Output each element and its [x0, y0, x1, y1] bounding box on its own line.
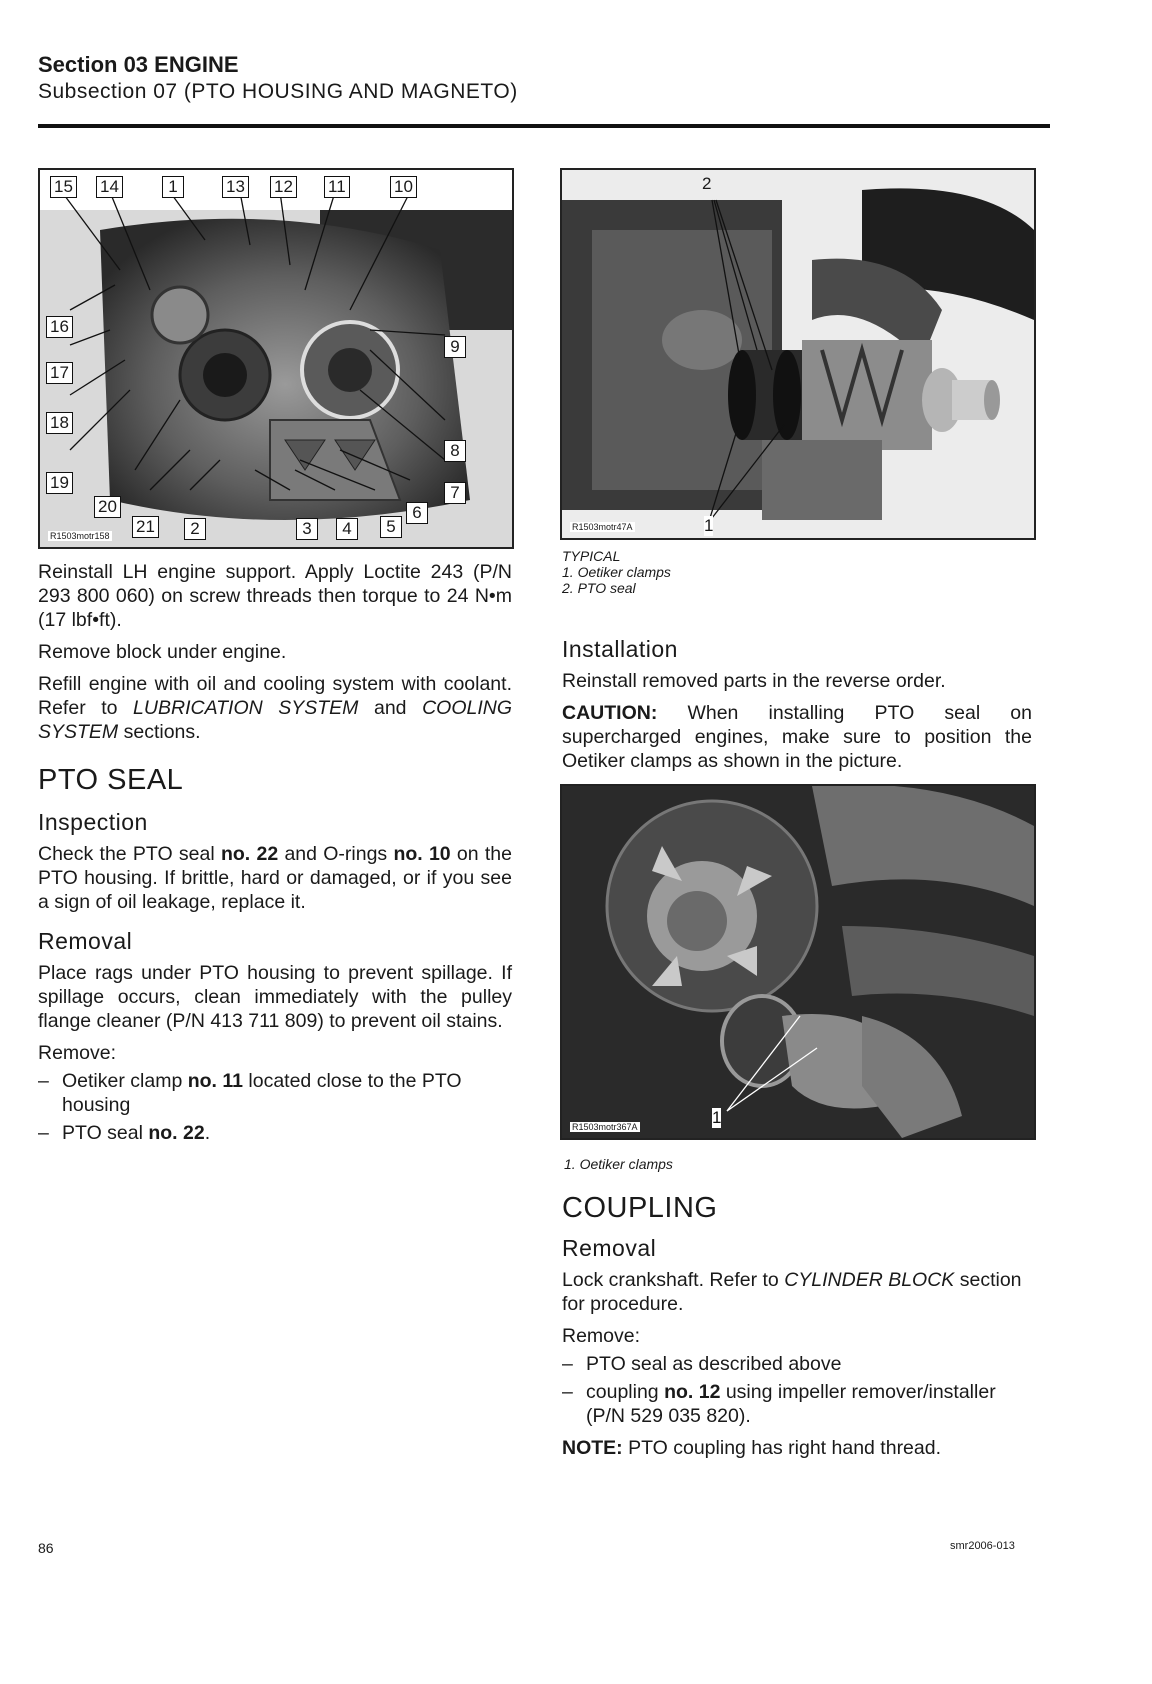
document-id: smr2006-013	[950, 1540, 1015, 1552]
callout-2: 2	[702, 174, 712, 193]
paragraph-lock-crankshaft: Lock crankshaft. Refer to CYLINDER BLOCK section for procedure.	[562, 1269, 1022, 1315]
callout-17: 17	[46, 362, 73, 384]
callout-15: 15	[50, 176, 77, 198]
figure-oetiker-photo	[562, 786, 1034, 1138]
right-column-top	[562, 636, 1032, 773]
paragraph-refill-engine: Refill engine with oil and cooling system with coolant. Refer to LUBRICATION SYSTEM and COOLING SYSTEM sections.	[38, 673, 512, 743]
page-number: 86	[38, 1540, 54, 1556]
figure-pto-housing-photo	[40, 170, 512, 547]
heading-pto-seal: PTO SEAL	[38, 764, 184, 796]
right-column-bottom	[562, 1192, 1032, 1460]
callout-16: 16	[46, 316, 73, 338]
callout-3: 3	[296, 518, 318, 540]
callout-12: 12	[270, 176, 297, 198]
heading-installation: Installation	[562, 636, 678, 662]
paragraph-removal: Place rags under PTO housing to prevent spillage. If spillage occurs, clean immediately with the pulley flange cleaner (P/N 413 711 809) to prevent oil stains.	[38, 962, 512, 1032]
callout-13: 13	[222, 176, 249, 198]
caution-block: CAUTION: When installing PTO seal on supercharged engines, make sure to position the Oetiker clamps as shown in the picture.	[562, 702, 1032, 772]
callout-19: 19	[46, 472, 73, 494]
callout-11: 11	[324, 176, 350, 198]
figure-oetiker-clamps	[560, 784, 1036, 1140]
callout-20: 20	[94, 496, 121, 518]
figure-caption	[562, 548, 671, 596]
callout-1: 1	[704, 516, 714, 535]
callout-1: 1	[712, 1108, 722, 1127]
callout-5: 5	[380, 516, 402, 538]
callout-18: 18	[46, 412, 73, 434]
paragraph-engine-support: Reinstall LH engine support. Apply Loctite 243 (P/N 293 800 060) on screw threads then torque to 24 N•m (17 lbf•ft).	[38, 561, 512, 631]
callout-10: 10	[390, 176, 417, 198]
callout-7: 7	[444, 482, 466, 504]
section-title: Section 03 ENGINE	[38, 52, 239, 77]
header-rule	[38, 124, 1050, 128]
callout-8: 8	[444, 440, 466, 462]
note-label: NOTE:	[562, 1437, 623, 1459]
figure-code: R1503motr158	[50, 531, 110, 541]
figure-pto-housing	[38, 168, 514, 549]
paragraph-remove-label: Remove:	[38, 1042, 117, 1064]
figure-caption: 1. Oetiker clamps	[564, 1156, 673, 1172]
note-block: NOTE: PTO coupling has right hand thread.	[562, 1437, 942, 1459]
figure-code: R1503motr47A	[572, 522, 633, 532]
callout-4: 4	[336, 518, 358, 540]
heading-removal: Removal	[562, 1235, 657, 1261]
paragraph-remove-block: Remove block under engine.	[38, 641, 287, 663]
paragraph-inspection: Check the PTO seal no. 22 and O-rings no. 10 on the PTO housing. If brittle, hard or damaged, or if you see a sign of oil leakage, replace it.	[38, 843, 512, 913]
callout-1: 1	[162, 176, 184, 198]
list-item: – PTO seal as described above	[562, 1353, 842, 1375]
left-column	[38, 560, 512, 1145]
paragraph-installation: Reinstall removed parts in the reverse order.	[562, 670, 946, 692]
heading-coupling: COUPLING	[562, 1192, 718, 1224]
heading-inspection: Inspection	[38, 809, 148, 835]
caption-title: TYPICAL	[562, 548, 621, 564]
callout-14: 14	[96, 176, 123, 198]
figure-pto-seal-photo	[562, 170, 1034, 538]
heading-removal: Removal	[38, 928, 133, 954]
callout-9: 9	[444, 336, 466, 358]
caption-item: 2. PTO seal	[562, 580, 636, 596]
figure-pto-seal-typical	[560, 168, 1036, 540]
paragraph-remove-label: Remove:	[562, 1325, 641, 1347]
callout-21: 21	[132, 516, 159, 538]
caution-label: CAUTION:	[562, 702, 658, 724]
callout-6: 6	[406, 502, 428, 524]
callout-2: 2	[184, 518, 206, 540]
list-item: – PTO seal no. 22.	[38, 1122, 211, 1144]
caption-item: 1. Oetiker clamps	[562, 564, 671, 580]
subsection-title: Subsection 07 (PTO HOUSING AND MAGNETO)	[38, 80, 518, 103]
list-item: – coupling no. 12 using impeller remover/installer (P/N 529 035 820).	[562, 1381, 996, 1427]
figure-code: R1503motr367A	[572, 1122, 638, 1132]
list-item: – Oetiker clamp no. 11 located close to the PTO housing	[38, 1070, 462, 1116]
